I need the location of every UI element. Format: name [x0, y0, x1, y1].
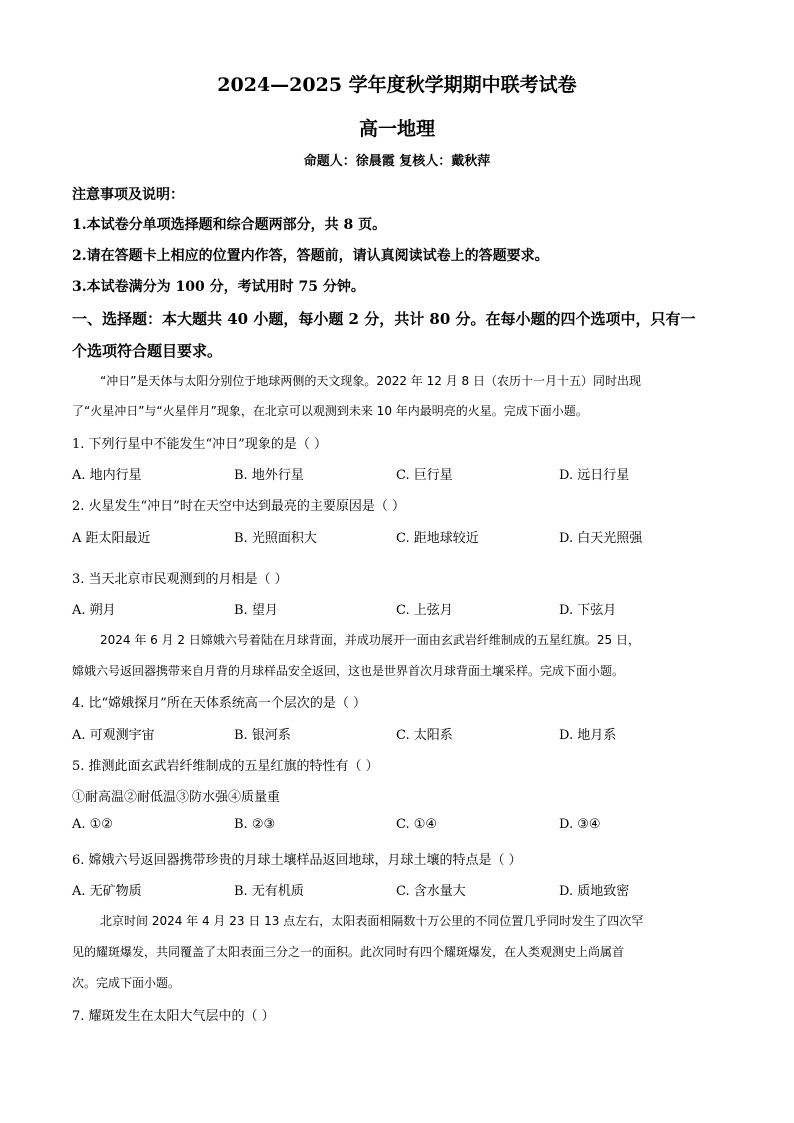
section-heading: 个选项符合题目要求。 — [72, 342, 223, 360]
passage-line: 了“火星冲日”与“火星伴月”现象，在北京可以观测到未来 10 年内最明亮的火星。完成下面小题。 — [72, 404, 588, 418]
option-a: A. 地内行星 — [72, 468, 142, 483]
option-c: C. ①④ — [396, 817, 438, 832]
option-b: B. ②③ — [234, 817, 276, 832]
option-a: A. ①② — [72, 817, 113, 832]
question-stem: 1. 下列行星中不能发生“冲日”现象的是（ ） — [72, 437, 327, 452]
notes-heading: 注意事项及说明： — [72, 187, 184, 203]
option-d: D. 下弦月 — [559, 603, 617, 618]
exam-subject: 高一地理 — [358, 118, 435, 140]
option-a: A. 无矿物质 — [72, 884, 142, 899]
option-d: D. 白天光照强 — [559, 531, 643, 546]
option-d: D. 地月系 — [559, 728, 617, 743]
question-stem: 5. 推测此面玄武岩纤维制成的五星红旗的特性有（ ） — [72, 759, 379, 774]
option-d: D. 远日行星 — [559, 468, 630, 483]
option-a: A. 朔月 — [72, 603, 116, 618]
option-d: D. 质地致密 — [559, 884, 630, 899]
option-b: B. 望月 — [234, 603, 278, 618]
option-b: B. 光照面积大 — [234, 531, 317, 546]
question-stem: 7. 耀斑发生在太阳大气层中的（ ） — [72, 1009, 275, 1024]
option-d: D. ③④ — [559, 817, 601, 832]
option-c: C. 巨行星 — [396, 468, 453, 483]
passage-line: 北京时间 2024 年 4 月 23 日 13 点左右，太阳表面相隔数十万公里的不同位置几乎同时发生了四次罕 — [100, 914, 644, 928]
question-substatements: ①耐高温②耐低温③防水强④质量重 — [72, 790, 281, 805]
question-stem: 3. 当天北京市民观测到的月相是（ ） — [72, 572, 288, 587]
question-stem: 4. 比“嫦娥探月”所在天体系统高一个层次的是（ ） — [72, 696, 366, 711]
passage-line: “冲日”是天体与太阳分别位于地球两侧的天文现象。2022 年 12 月 8 日（农历十一月十五）同时出现 — [100, 374, 641, 388]
option-b: B. 银河系 — [234, 728, 291, 743]
passage-line: 嫦娥六号返回器携带来自月背的月球样品安全返回，这也是世界首次月球背面土壤采样。完成下面小题。 — [72, 664, 625, 678]
note-item: 3.本试卷满分为 100 分，考试用时 75 分钟。 — [72, 279, 365, 295]
option-c: C. 距地球较近 — [396, 531, 479, 546]
section-heading: 一、选择题：本大题共 40 小题，每小题 2 分，共计 80 分。在每小题的四个选项中，只有一 — [72, 310, 696, 328]
question-stem: 6. 嫦娥六号返回器携带珍贵的月球土壤样品返回地球，月球土壤的特点是（ ） — [72, 853, 522, 868]
exam-author: 命题人：徐晨霞 复核人：戴秋萍 — [303, 154, 491, 169]
option-b: B. 无有机质 — [234, 884, 304, 899]
option-b: B. 地外行星 — [234, 468, 304, 483]
option-c: C. 上弦月 — [396, 603, 453, 618]
note-item: 2.请在答题卡上相应的位置内作答，答题前，请认真阅读试卷上的答题要求。 — [72, 248, 549, 264]
passage-line: 见的耀斑爆发，共同覆盖了太阳表面三分之一的面积。此次同时有四个耀斑爆发，在人类观测史上尚属首 — [72, 945, 625, 959]
option-c: C. 太阳系 — [396, 728, 453, 743]
option-a: A. 可观测宇宙 — [72, 728, 155, 743]
passage-line: 次。完成下面小题。 — [72, 976, 181, 990]
option-a: A 距太阳最近 — [72, 531, 151, 546]
question-stem: 2. 火星发生“冲日”时在天空中达到最亮的主要原因是（ ） — [72, 499, 405, 514]
exam-title: 2024—2025 学年度秋学期期中联考试卷 — [217, 74, 577, 96]
option-c: C. 含水量大 — [396, 884, 466, 899]
passage-line: 2024 年 6 月 2 日嫦娥六号着陆在月球背面，并成功展开一面由玄武岩纤维制成的五星红旗。25 日， — [100, 633, 640, 647]
note-item: 1.本试卷分单项选择题和综合题两部分，共 8 页。 — [72, 217, 387, 233]
